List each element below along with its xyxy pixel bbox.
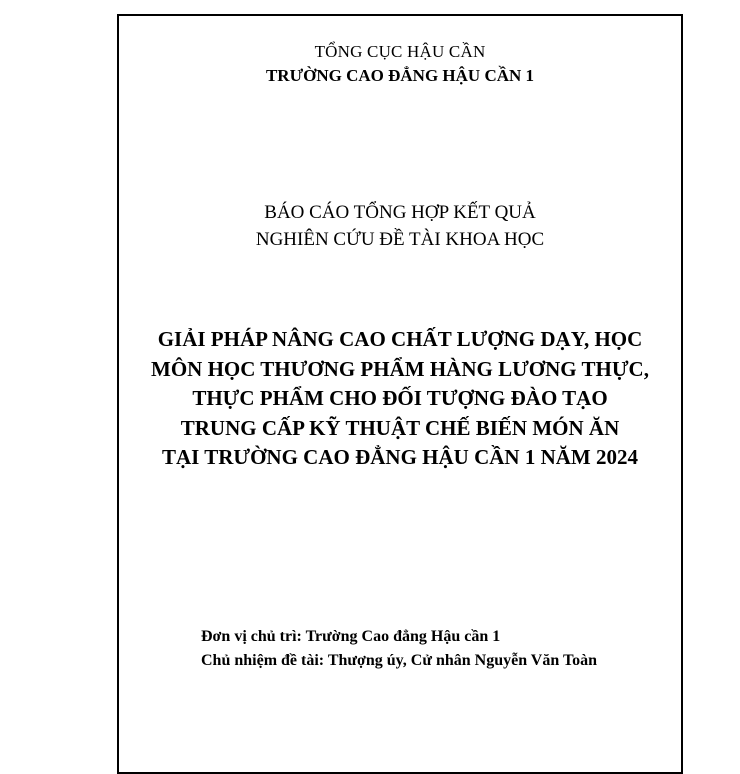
host-unit: Đơn vị chủ trì: Trường Cao đẳng Hậu cần 1: [201, 628, 501, 645]
title-line: GIẢI PHÁP NÂNG CAO CHẤT LƯỢNG DẠY, HỌC: [157, 327, 643, 351]
project-info: [201, 625, 597, 673]
report-type-line-1: BÁO CÁO TỔNG HỢP KẾT QUẢ: [264, 202, 536, 223]
title-line: MÔN HỌC THƯƠNG PHẨM HÀNG LƯƠNG THỰC,: [151, 356, 649, 381]
title-line: TRUNG CẤP KỸ THUẬT CHẾ BIẾN MÓN ĂN: [180, 415, 620, 440]
school-name: TRƯỜNG CAO ĐẲNG HẬU CẦN 1: [265, 66, 535, 85]
title-line: TẠI TRƯỜNG CAO ĐẲNG HẬU CẦN 1 NĂM 2024: [162, 445, 638, 469]
project-lead: Chủ nhiệm đề tài: Thượng úy, Cử nhân Nguyễn Văn Toàn: [201, 652, 598, 669]
header-block: [119, 40, 681, 88]
report-type-block: [119, 199, 681, 253]
title-line: THỰC PHẨM CHO ĐỐI TƯỢNG ĐÀO TẠO: [192, 386, 608, 410]
report-type-line-2: NGHIÊN CỨU ĐỀ TÀI KHOA HỌC: [255, 229, 545, 250]
organization-name: TỔNG CỤC HẬU CẦN: [314, 42, 486, 61]
research-title: [119, 325, 681, 473]
cover-page-frame: [117, 14, 683, 774]
